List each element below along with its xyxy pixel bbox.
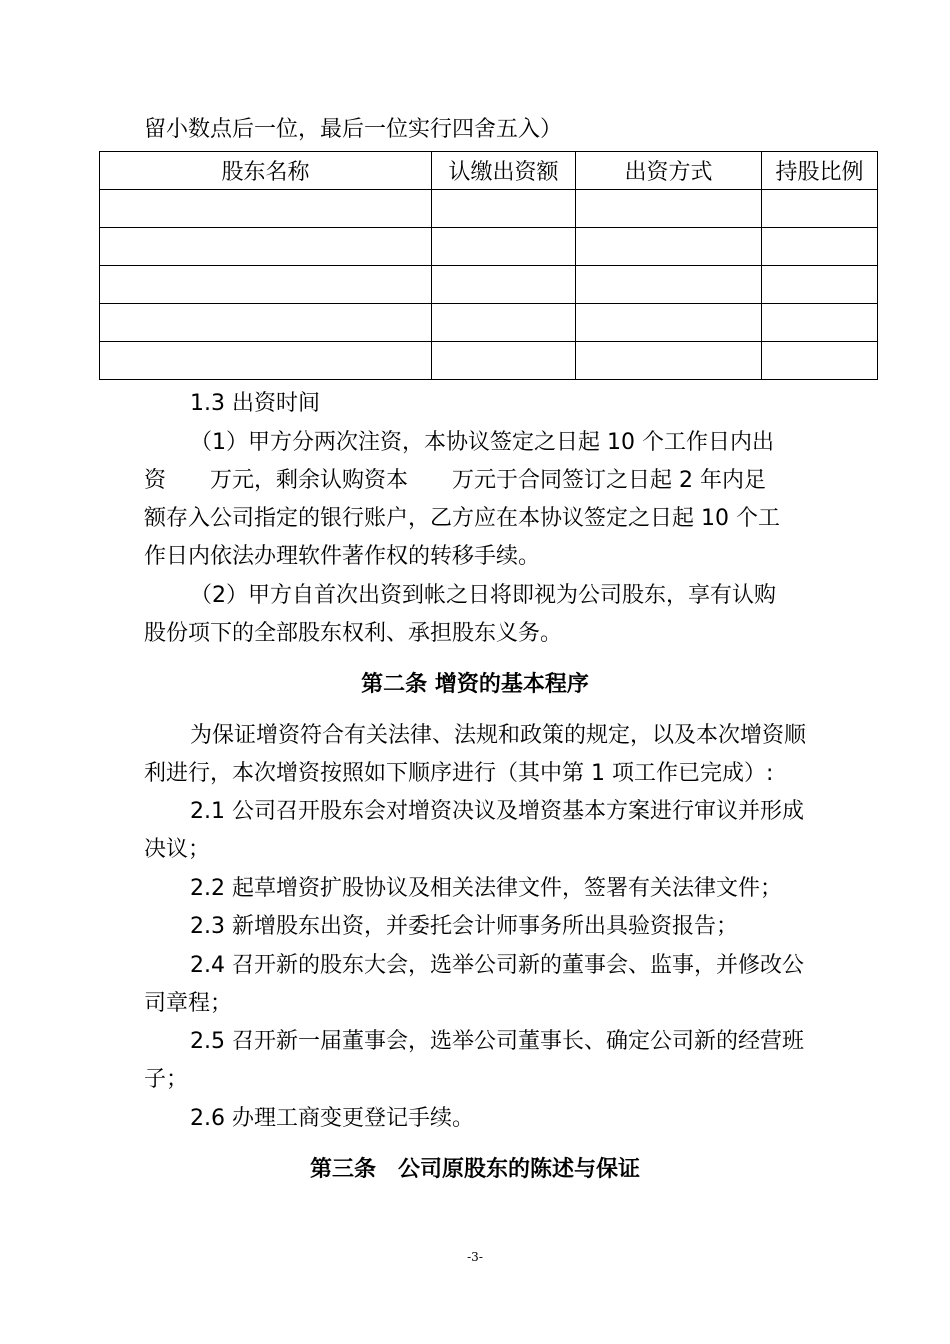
list-item-continuation: 子； — [144, 1067, 189, 1092]
table-cell — [432, 190, 576, 228]
table-cell — [100, 266, 432, 304]
table-cell — [762, 190, 878, 228]
intro-tail-text: 留小数点后一位，最后一位实行四舍五入） — [144, 117, 563, 142]
article-3-heading: 第三条 公司原股东的陈述与保证 — [309, 1157, 640, 1182]
paragraph-line: 为保证增资符合有关法律、法规和政策的规定，以及本次增资顺 — [190, 723, 807, 748]
paragraph-line: 作日内依法办理软件著作权的转移手续。 — [144, 544, 541, 569]
paragraph-line: 利进行，本次增资按照如下顺序进行（其中第 1 项工作已完成）: — [144, 761, 774, 786]
table-row — [100, 266, 878, 304]
table-cell — [576, 304, 762, 342]
table-cell — [432, 228, 576, 266]
header-shareholding-ratio: 持股比例 — [762, 152, 878, 190]
paragraph-line: 股份项下的全部股东权利、承担股东义务。 — [144, 621, 563, 646]
table-cell — [576, 266, 762, 304]
table-cell — [432, 342, 576, 380]
list-item: 2.3 新增股东出资，并委托会计师事务所出具验资报告； — [190, 914, 738, 939]
list-item: 2.1 公司召开股东会对增资决议及增资基本方案进行审议并形成 — [190, 799, 804, 824]
table-header-row — [100, 152, 878, 190]
table-cell — [762, 304, 878, 342]
paragraph-line: 资 万元，剩余认购资本 万元于合同签订之日起 2 年内足 — [144, 468, 766, 493]
table-row — [100, 304, 878, 342]
paragraph-line: （2）甲方自首次出资到帐之日将即视为公司股东，享有认购 — [190, 583, 776, 608]
table-cell — [762, 228, 878, 266]
paragraph-line: （1）甲方分两次注资，本协议签定之日起 10 个工作日内出 — [190, 430, 774, 455]
table-cell — [100, 228, 432, 266]
list-item: 2.4 召开新的股东大会，选举公司新的董事会、监事，并修改公 — [190, 953, 804, 978]
list-item: 2.5 召开新一届董事会，选举公司董事长、确定公司新的经营班 — [190, 1029, 804, 1054]
table-cell — [432, 304, 576, 342]
shareholder-table — [99, 151, 878, 380]
header-subscribed-capital: 认缴出资额 — [432, 152, 576, 190]
table-cell — [576, 190, 762, 228]
list-item: 2.2 起草增资扩股协议及相关法律文件，签署有关法律文件； — [190, 876, 782, 901]
article-2-heading: 第二条 增资的基本程序 — [361, 672, 589, 697]
header-contribution-method: 出资方式 — [576, 152, 762, 190]
table-cell — [432, 266, 576, 304]
table-cell — [100, 342, 432, 380]
page-number: -3- — [467, 1250, 483, 1264]
table-cell — [762, 342, 878, 380]
header-shareholder-name: 股东名称 — [100, 152, 432, 190]
table-cell — [576, 342, 762, 380]
list-item: 2.6 办理工商变更登记手续。 — [190, 1106, 474, 1131]
table-cell — [762, 266, 878, 304]
table-row — [100, 228, 878, 266]
table-row — [100, 342, 878, 380]
table-cell — [100, 190, 432, 228]
paragraph-line: 额存入公司指定的银行账户，乙方应在本协议签定之日起 10 个工 — [144, 506, 780, 531]
section-1-3-title: 1.3 出资时间 — [190, 391, 320, 416]
table-row — [100, 190, 878, 228]
list-item-continuation: 决议； — [144, 837, 211, 862]
list-item-continuation: 司章程； — [144, 991, 233, 1016]
table-cell — [576, 228, 762, 266]
table-cell — [100, 304, 432, 342]
